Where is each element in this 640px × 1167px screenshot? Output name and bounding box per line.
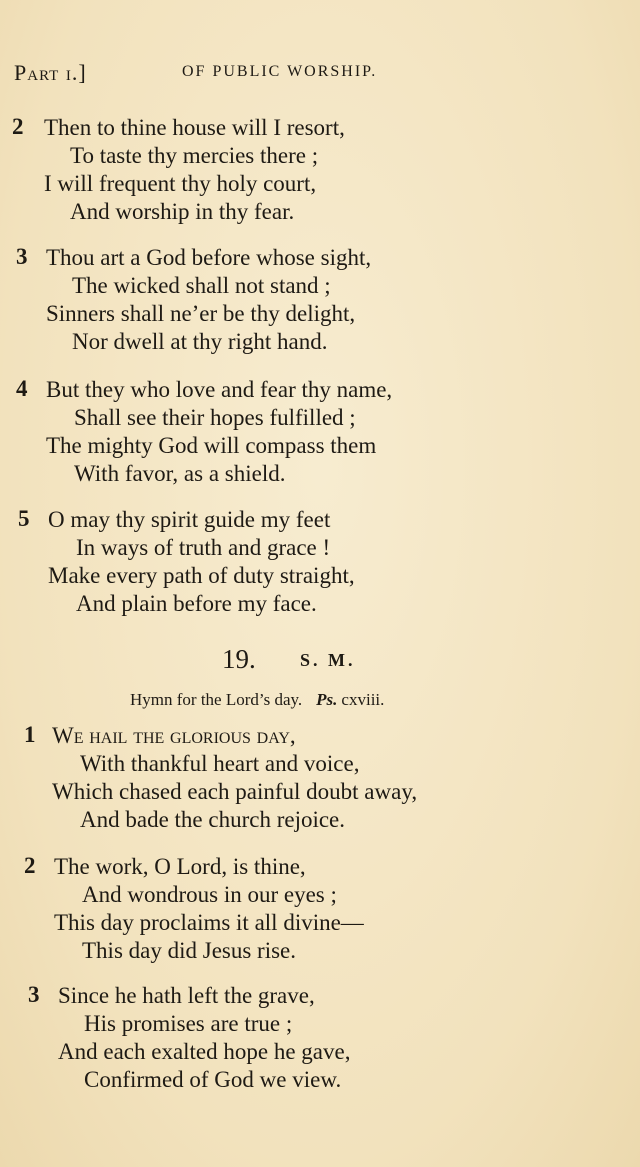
verse-line: And bade the church rejoice. bbox=[80, 807, 346, 832]
hymn-heading bbox=[0, 640, 640, 680]
verse-line: Make every path of duty straight, bbox=[48, 563, 355, 588]
verse-line: And each exalted hope he gave, bbox=[58, 1039, 351, 1064]
verse-line: Confirmed of God we view. bbox=[84, 1067, 342, 1092]
verse-line: And plain before my face. bbox=[76, 591, 317, 616]
psalm-label: Ps. bbox=[316, 690, 338, 709]
verse-number: 3 bbox=[28, 982, 40, 1007]
page-header bbox=[14, 60, 614, 92]
verse-line: Shall see their hopes fulfilled ; bbox=[74, 405, 356, 430]
verse-number: 3 bbox=[16, 244, 28, 269]
verse-line: This day did Jesus rise. bbox=[82, 938, 297, 963]
verse-line: Then to thine house will I resort, bbox=[44, 115, 345, 140]
verse-number: 1 bbox=[24, 722, 36, 747]
verse-line: Nor dwell at thy right hand. bbox=[72, 329, 328, 354]
verse-line: The wicked shall not stand ; bbox=[72, 273, 331, 298]
verse-line: With thankful heart and voice, bbox=[80, 751, 360, 776]
verse-line: In ways of truth and grace ! bbox=[76, 535, 331, 560]
verse-line: Thou art a God before whose sight, bbox=[46, 245, 372, 270]
verse-line: But they who love and fear thy name, bbox=[46, 377, 393, 402]
verse-line: The work, O Lord, is thine, bbox=[54, 854, 306, 879]
verse-line: Which chased each painful doubt away, bbox=[52, 779, 418, 804]
verse-line: And worship in thy fear. bbox=[70, 199, 295, 224]
hymn-number: 19. bbox=[222, 644, 256, 674]
verse-line: I will frequent thy holy court, bbox=[44, 171, 317, 196]
hymn-subtitle bbox=[130, 690, 490, 714]
verse-number: 2 bbox=[12, 114, 24, 139]
verse-number: 2 bbox=[24, 853, 36, 878]
running-title: OF PUBLIC WORSHIP. bbox=[182, 63, 378, 80]
verse-line: Since he hath left the grave, bbox=[58, 983, 315, 1008]
hymn-meter: S. M. bbox=[300, 650, 356, 670]
verse-line: And wondrous in our eyes ; bbox=[82, 882, 337, 907]
verse-line: This day proclaims it all divine— bbox=[54, 910, 364, 935]
subtitle-text: Hymn for the Lord’s day. bbox=[130, 690, 303, 709]
part-label: Part i.] bbox=[14, 60, 87, 85]
verse-line: We hail the glorious day, bbox=[52, 723, 296, 748]
verse-line: Sinners shall ne’er be thy delight, bbox=[46, 301, 356, 326]
verse-number: 5 bbox=[18, 506, 30, 531]
verse-line: To taste thy mercies there ; bbox=[70, 143, 319, 168]
verse-line: With favor, as a shield. bbox=[74, 461, 286, 486]
psalm-reference: cxviii. bbox=[341, 690, 385, 709]
verse-line: O may thy spirit guide my feet bbox=[48, 507, 331, 532]
verse-line: His promises are true ; bbox=[84, 1011, 293, 1036]
verse-line: The mighty God will compass them bbox=[46, 433, 377, 458]
verse-number: 4 bbox=[16, 376, 28, 401]
